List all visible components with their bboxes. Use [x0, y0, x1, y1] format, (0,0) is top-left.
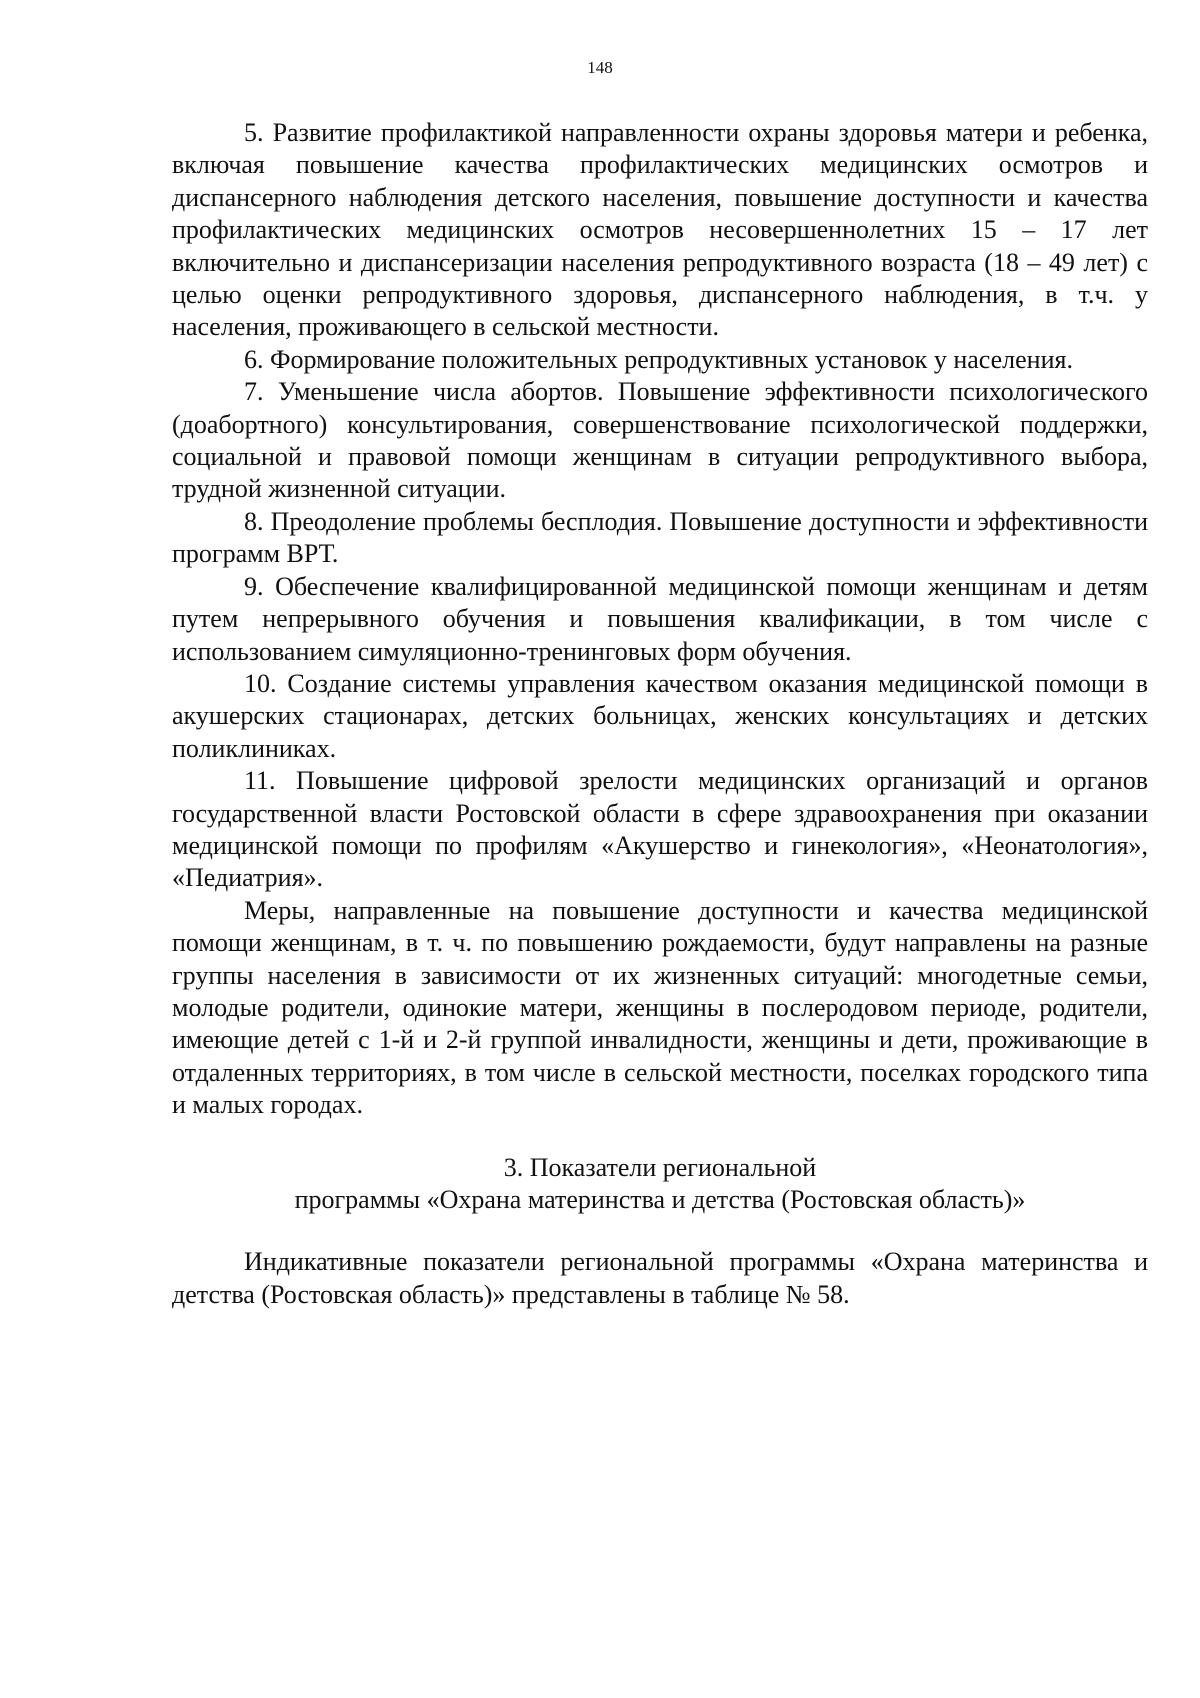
paragraph-item-10: 10. Создание системы управления качеством оказания медицинской помощи в акушерских стационарах, детских больницах, женских консультациях и детских поликлиниках.	[172, 668, 1148, 763]
spacer	[172, 1122, 1148, 1152]
paragraph-item-8: 8. Преодоление проблемы бесплодия. Повышение доступности и эффективности программ ВРТ.	[172, 506, 1148, 569]
document-body	[172, 117, 1148, 1311]
paragraph-item-5: 5. Развитие профилактикой направленности охраны здоровья матери и ребенка, включая повышение качества профилактических медицинских осмотров и диспансерного наблюдения детского населения, повышение доступности и качества профилактических медицинских осмотров несовершеннолетних 15 – 17 лет включительно и диспансеризации населения репродуктивного возраста (18 – 49 лет) с целью оценки репродуктивного здоровья, диспансерного наблюдения, в т.ч. у населения, проживающего в сельской местности.	[172, 118, 1148, 342]
section-heading-line-2: программы «Охрана материнства и детства (Ростовская область)»	[294, 1185, 1026, 1214]
paragraph-item-6: 6. Формирование положительных репродуктивных установок у населения.	[244, 344, 1073, 374]
paragraph-measures: Меры, направленные на повышение доступности и качества медицинской помощи женщинам, в т. ч. по повышению рождаемости, будут направлены на разные группы населения в зависимости от их жизненных ситуаций: многодетные семьи, молодые родители, одинокие матери, женщины в послеродовом периоде, родители, имеющие детей с 1-й и 2-й группой инвалидности, женщины и дети, проживающие в отдаленных территориях, в том числе в сельской местности, поселках городского типа и малых городах.	[172, 895, 1148, 1120]
page-number: 148	[587, 58, 613, 77]
paragraph-item-7: 7. Уменьшение числа абортов. Повышение эффективности психологического (доабортного) консультирования, совершенствование психологической поддержки, социальной и правовой помощи женщинам в ситуации репродуктивного выбора, трудной жизненной ситуации.	[172, 377, 1148, 504]
spacer	[172, 1216, 1148, 1246]
paragraph-item-11: 11. Повышение цифровой зрелости медицинских организаций и органов государственной власти Ростовской области в сфере здравоохранения при оказании медицинской помощи по профилям «Акушерство и гинекология», «Неонатология», «Педиатрия».	[172, 766, 1148, 893]
section-heading-line-1: 3. Показатели региональной	[503, 1152, 817, 1182]
paragraph-item-9: 9. Обеспечение квалифицированной медицинской помощи женщинам и детям путем непрерывного обучения и повышения квалификации, в том числе с использованием симуляционно-тренинговых форм обучения.	[172, 571, 1148, 666]
section-paragraph: Индикативные показатели региональной программы «Охрана материнства и детства (Ростовская область)» представлены в таблице № 58.	[172, 1247, 1148, 1309]
